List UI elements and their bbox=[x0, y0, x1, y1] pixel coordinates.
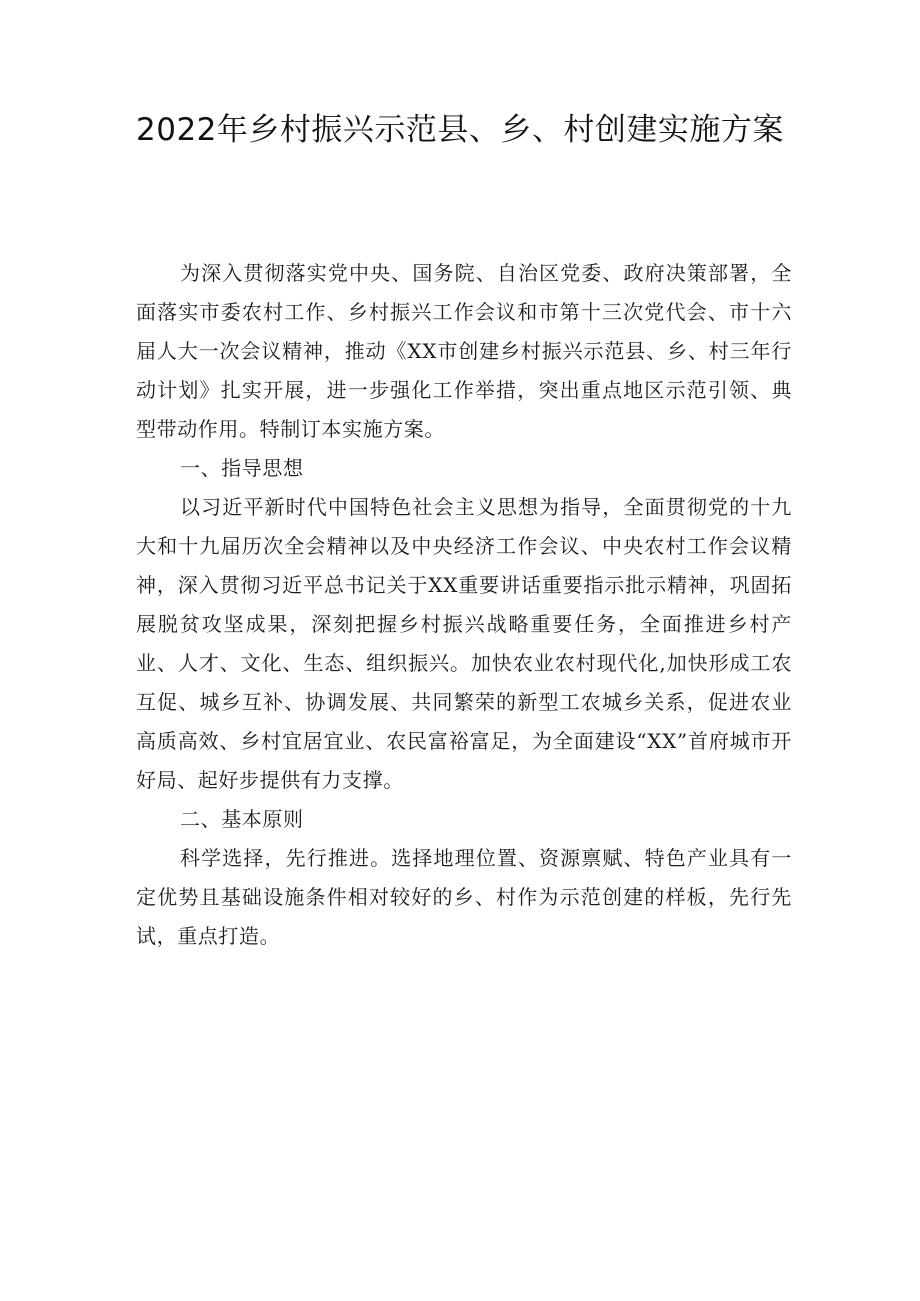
basic-principles-paragraph: 科学选择，先行推进。选择地理位置、资源禀赋、特色产业具有一定优势且基础设施条件相对较好的乡、村作为示范创建的样板，先行先试，重点打造。 bbox=[136, 846, 792, 948]
section-heading-guiding-ideology: 一、指导思想 bbox=[180, 456, 304, 480]
document-title: 2022年乡村振兴示范县、乡、村创建实施方案 bbox=[136, 112, 784, 148]
guiding-ideology-paragraph: 以习近平新时代中国特色社会主义思想为指导，全面贯彻党的十九大和十九届历次全会精神以及中央经济工作会议、中央农村工作会议精神，深入贯彻习近平总书记关于XX重要讲话重要指示批示精神，巩固拓展脱贫攻坚成果，深刻把握乡村振兴战略重要任务，全面推进乡村产业、人才、文化、生态、组织振兴。加快农业农村现代化,加快形成工农互促、城乡互补、协调发展、共同繁荣的新型工农城乡关系，促进农业高质高效、乡村宜居宜业、农民富裕富足，为全面建设“XX”首府城市开好局、起好步提供有力支撑。 bbox=[136, 495, 792, 792]
section-heading-basic-principles: 二、基本原则 bbox=[180, 807, 304, 831]
document-body bbox=[136, 254, 792, 956]
intro-paragraph: 为深入贯彻落实党中央、国务院、自治区党委、政府决策部署，全面落实市委农村工作、乡村振兴工作会议和市第十三次党代会、市十六届人大一次会议精神，推动《XX市创建乡村振兴示范县、乡、村三年行动计划》扎实开展，进一步强化工作举措，突出重点地区示范引领、典型带动作用。特制订本实施方案。 bbox=[136, 261, 792, 441]
